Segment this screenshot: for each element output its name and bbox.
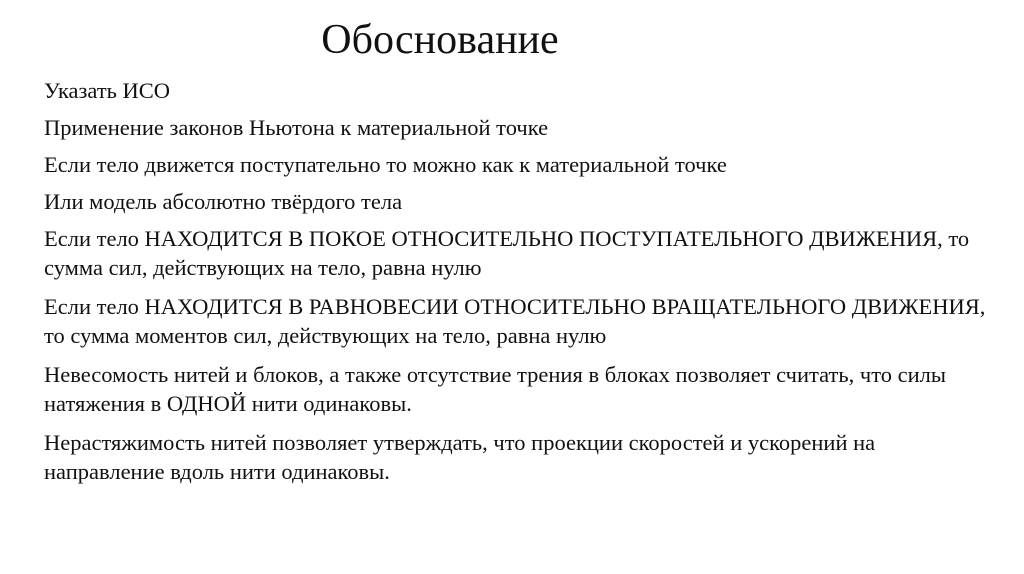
list-item-3: Если тело движется поступательно то можно как к материальной точке: [44, 152, 727, 177]
list-item-5: Если тело НАХОДИТСЯ В ПОКОЕ ОТНОСИТЕЛЬНО ПОСТУПАТЕЛЬНОГО ДВИЖЕНИЯ, то сумма сил, действующих на тело, равна нулю: [44, 226, 970, 280]
list-item-1: Указать ИСО: [44, 78, 171, 103]
text-list: [44, 76, 994, 496]
list-item-6: Если тело НАХОДИТСЯ В РАВНОВЕСИИ ОТНОСИТЕЛЬНО ВРАЩАТЕЛЬНОГО ДВИЖЕНИЯ, то сумма моментов сил, действующих на тело, равна нулю: [44, 294, 986, 348]
list-item-4: Или модель абсолютно твёрдого тела: [44, 189, 403, 214]
slide-title: Обоснование: [321, 17, 559, 63]
list-item-2: Применение законов Ньютона к материальной точке: [44, 115, 549, 140]
list-item-7: Невесомость нитей и блоков, а также отсутствие трения в блоках позволяет считать, что силы натяжения в ОДНОЙ нити одинаковы.: [44, 362, 946, 416]
list-item-8: Нерастяжимость нитей позволяет утверждать, что проекции скоростей и ускорений на направление вдоль нити одинаковы.: [44, 430, 876, 484]
